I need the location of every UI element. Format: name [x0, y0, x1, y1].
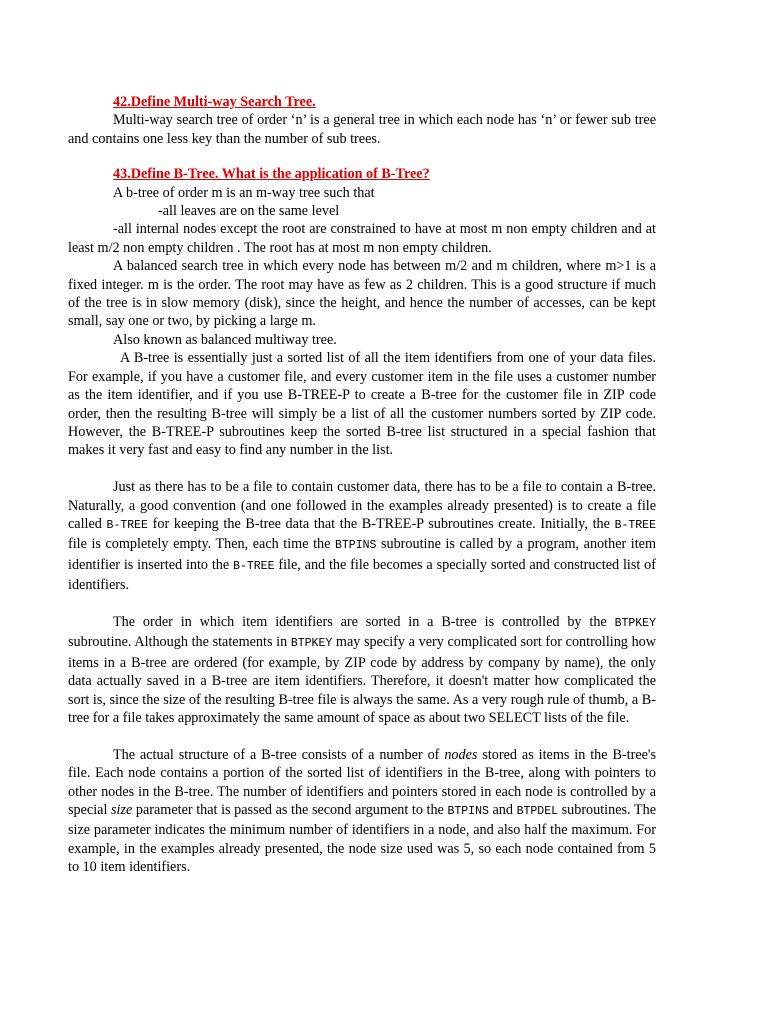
- q43-line2: -all leaves are on the same level: [158, 203, 340, 220]
- italic-nodes: nodes: [444, 746, 478, 763]
- para4-text-3: parameter that is passed as the second argument to the: [132, 801, 448, 818]
- para2-text-5: file, and the file becomes a specially sorted and constructed list of identifiers.: [68, 556, 657, 594]
- para4-text-2: stored as items in the B-tree's file. Each node contains a portion of the sorted list of identifiers in the B-tree, along with pointers to other nodes in the B-tree. The number of identifiers and pointers stored in each node is controlled by a special: [68, 746, 656, 818]
- q43-line4: A balanced search tree in which every node has between m/2 and m children, where m>1 is a fixed integer. m is the order. The root may have as few as 2 children. This is a good structure if much of the tree is in slow memory (disk), since the height, and hence the number of accesses, can be kept small, say one or two, by picking a large m.: [68, 258, 656, 330]
- q43-line3: -all internal nodes except the root are constrained to have at most m non empty children and at least m/2 non empty children . The root has at most m non empty children.: [68, 221, 656, 256]
- para2-text-2: for keeping the B-tree data that the B-TREE-P subroutines create. Initially, the: [147, 515, 615, 532]
- q43-line1: A b-tree of order m is an m-way tree such that: [113, 184, 375, 201]
- para3-text-3: may specify a very complicated sort for controlling how items in a B-tree are ordered (for example, by ZIP code by address by company by name), the only data actually saved in a B-tree are item identifiers. Therefore, it doesn't matter how complicated the sort is, since the size of the resulting B-tree file is always the same. As a very rough rule of thumb, a B-tree for a file takes approximately the same amount of space as about two SELECT lists of the file.: [68, 634, 656, 726]
- code-b-tree: B-TREE: [614, 518, 656, 532]
- para3: [68, 613, 656, 727]
- para3-text-1: The order in which item identifiers are sorted in a B-tree is controlled by the: [113, 613, 615, 630]
- italic-size: size: [111, 801, 133, 818]
- para4-text-4: and: [488, 801, 517, 818]
- para2-text-3: file is completely empty. Then, each time the: [68, 536, 335, 553]
- para2-text-4: subroutine is called by a program, another item identifier is inserted into the: [68, 536, 656, 573]
- code-b-tree: B-TREE: [106, 518, 148, 532]
- q43-heading: 43.Define B-Tree. What is the application of B-Tree?: [113, 166, 430, 183]
- code-btpdel: BTPDEL: [516, 804, 559, 818]
- para4-text-5: subroutines. The size parameter indicates the minimum number of identifiers in a node, and also half the maximum. For example, in the examples already presented, the node size used was 5, so each node contained from 5 to 10 item identifiers.: [68, 801, 656, 876]
- para2: [68, 478, 656, 594]
- code-btpins: BTPINS: [334, 539, 377, 553]
- q43-para1: A B-tree is essentially just a sorted list of all the item identifiers from one of your data files. For example, if you have a customer file, and every customer item in the file uses a customer number as the item identifier, and if you use B-TREE-P to create a B-tree for the customer file in ZIP code order, then the resulting B-tree will simply be a list of all the customer numbers sorted by ZIP code. However, the B-TREE-P subroutines keep the sorted B-tree list structured in a special fashion that makes it very fast and easy to find any number in the list.: [68, 350, 656, 459]
- q42-body: Multi-way search tree of order ‘n’ is a general tree in which each node has ‘n’ or fewer sub tree and contains one less key than the number of sub trees.: [68, 112, 656, 147]
- code-btpins: BTPINS: [447, 804, 489, 818]
- para3-text-2: subroutine. Although the statements in: [68, 634, 291, 651]
- document-page: [68, 93, 656, 877]
- code-btpkey: BTPKEY: [614, 616, 656, 630]
- para4-text-1: The actual structure of a B-tree consists of a number of: [113, 746, 445, 763]
- q42-heading: 42.Define Multi-way Search Tree.: [113, 94, 316, 110]
- code-b-tree: B-TREE: [233, 559, 275, 573]
- code-btpkey: BTPKEY: [290, 637, 333, 651]
- q43-line5: Also known as balanced multiway tree.: [113, 331, 337, 348]
- para4: [68, 746, 656, 877]
- para2-text-1: Just as there has to be a file to contain customer data, there has to be a file to contain a B-tree. Naturally, a good convention (and one followed in the examples already presented) is to create a file called: [68, 479, 656, 532]
